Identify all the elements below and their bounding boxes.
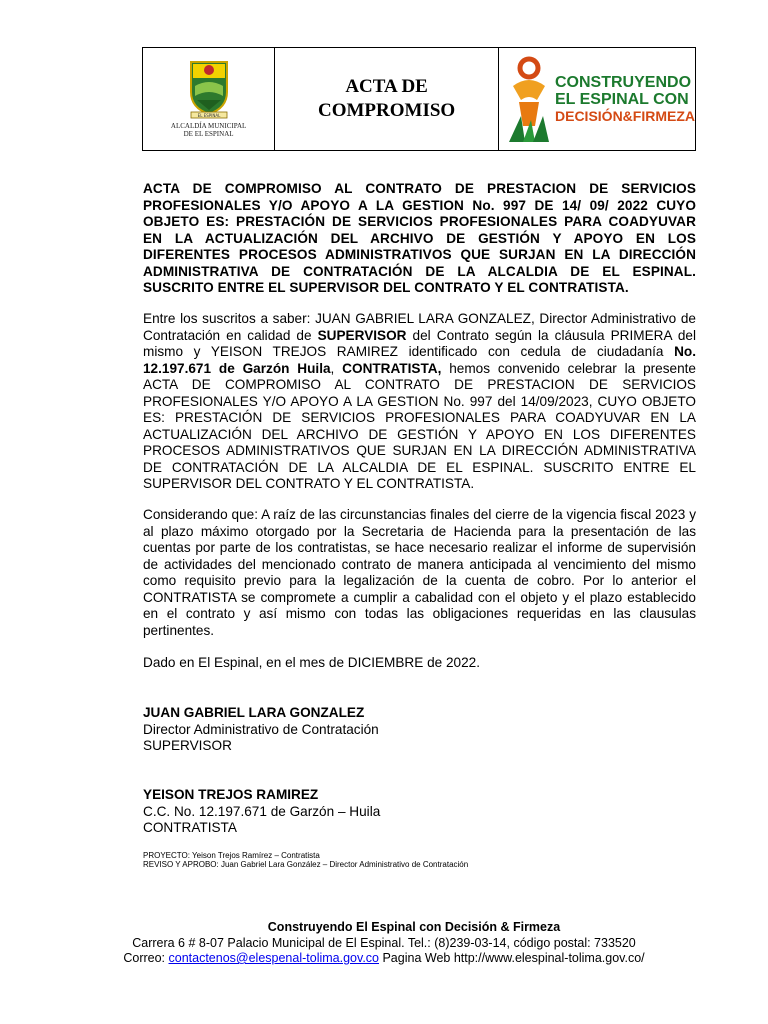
contratista-id: C.C. No. 12.197.671 de Garzón – Huila bbox=[143, 803, 381, 819]
contratista-role: CONTRATISTA bbox=[143, 820, 237, 835]
paragraph-considerando: Considerando que: A raíz de las circunstancias finales del cierre de la vigencia fiscal 2023 y al plazo máximo otorgado por la Secretaria de Hacienda para la presentación de las cuentas por parte de los contratistas, se hace necesario realizar el informe de supervisión de actividades del mencionado contrato de manera anticipada al vencimiento del mismo como requisito previo para la legalización de la cuenta de cobro. Por lo anterior el CONTRATISTA se compromete a cumplir a cabalidad con el objeto y el plazo establecido en el contrato y así mismo con todas las obligaciones requeridas en las clausulas pertinentes. bbox=[143, 507, 696, 638]
email-link[interactable]: contactenos@elespenal-tolima.gov.co bbox=[168, 951, 379, 965]
brand-slogan: CONSTRUYENDO EL ESPINAL CON DECISIÓN&FIRMEZA bbox=[555, 73, 695, 124]
footer-slogan: Construyendo El Espinal con Decisión & Firmeza bbox=[267, 920, 561, 934]
document-header bbox=[142, 47, 696, 151]
supervisor-name: JUAN GABRIEL LARA GONZALEZ bbox=[143, 705, 365, 720]
supervisor-position: Director Administrativo de Contratación bbox=[143, 721, 379, 737]
paragraph-suscritos: Entre los suscritos a saber: JUAN GABRIEL LARA GONZALEZ, Director Administrativo de Contratación en calidad de SUPERVISOR del Contrato según la cláusula PRIMERA del mismo y YEISON TREJOS RAMIREZ identificado con cedula de ciudadanía No. 12.197.671 de Garzón Huila, CONTRATISTA, hemos convenido celebrar la presente ACTA DE COMPROMISO AL CONTRATO DE PRESTACION DE SERVICIOS PROFESIONALES Y/O APOYO A LA GESTION No. 997 del 14/09/2023, CUYO OBJETO ES: PRESTACIÓN DE SERVICIOS PROFESIONALES PARA COADYUVAR EN LA ACTUALIZACIÓN DEL ARCHIVO DE GESTIÓN Y APOYO EN LOS DIFERENTES PROCESOS ADMINISTRATIVOS QUE SURJAN EN LA DIRECCIÓN ADMINISTRATIVA DE CONTRATACIÓN DE LA ALCALDIA DE EL ESPINAL. SUSCRITO ENTRE EL SUPERVISOR DEL CONTRATO Y EL CONTRATISTA. bbox=[143, 311, 696, 491]
document-title-cell bbox=[275, 48, 499, 150]
svg-text:EL ESPINAL: EL ESPINAL bbox=[197, 113, 220, 118]
page-footer bbox=[0, 920, 768, 967]
brand-figure-icon bbox=[507, 56, 551, 142]
paragraph-fecha: Dado en El Espinal, en el mes de DICIEMBRE de 2022. bbox=[143, 655, 481, 670]
document-title: ACTA DE COMPROMISO bbox=[317, 76, 456, 121]
footer-contact: Correo: contactenos@elespenal-tolima.gov.co Pagina Web http://www.elespinal-tolima.gov.co/ bbox=[123, 951, 645, 965]
supervisor-role: SUPERVISOR bbox=[143, 738, 232, 753]
contratista-signature-block bbox=[143, 787, 380, 837]
brand-cell bbox=[499, 48, 695, 150]
proyecto-note: PROYECTO: Yeison Trejos Ramírez – Contratista bbox=[143, 851, 320, 860]
acta-title: ACTA DE COMPROMISO AL CONTRATO DE PRESTACION DE SERVICIOS PROFESIONALES Y/O APOYO A LA GESTION No. 997 DE 14/ 09/ 2022 CUYO OBJETO ES: PRESTACIÓN DE SERVICIOS PROFESIONALES PARA COADYUVAR EN LA ACTUALIZACIÓN DEL ARCHIVO DE GESTIÓN Y APOYO EN LOS DIFERENTES PROCESOS ADMINISTRATIVOS QUE SURJAN EN LA DIRECCIÓN ADMINISTRATIVA DE CONTRATACIÓN DE LA ALCALDIA DE EL ESPINAL. SUSCRITO ENTRE EL SUPERVISOR DEL CONTRATO Y EL CONTRATISTA. bbox=[143, 181, 696, 295]
municipal-crest-icon bbox=[187, 56, 231, 120]
web-text: Pagina Web http://www.elespinal-tolima.gov.co/ bbox=[379, 951, 645, 965]
crest-cell bbox=[143, 48, 275, 150]
review-notes bbox=[143, 851, 468, 869]
contratista-name: YEISON TREJOS RAMIREZ bbox=[143, 787, 319, 802]
footer-address: Carrera 6 # 8-07 Palacio Municipal de El Espinal. Tel.: (8)239-03-14, código postal: 733520 bbox=[132, 935, 636, 950]
reviso-note: REVISO Y APROBO: Juan Gabriel Lara González – Director Administrativo de Contratación bbox=[143, 860, 469, 869]
alcaldia-label: ALCALDÍA MUNICIPAL DE EL ESPINAL bbox=[170, 122, 247, 138]
supervisor-signature-block bbox=[143, 705, 379, 755]
